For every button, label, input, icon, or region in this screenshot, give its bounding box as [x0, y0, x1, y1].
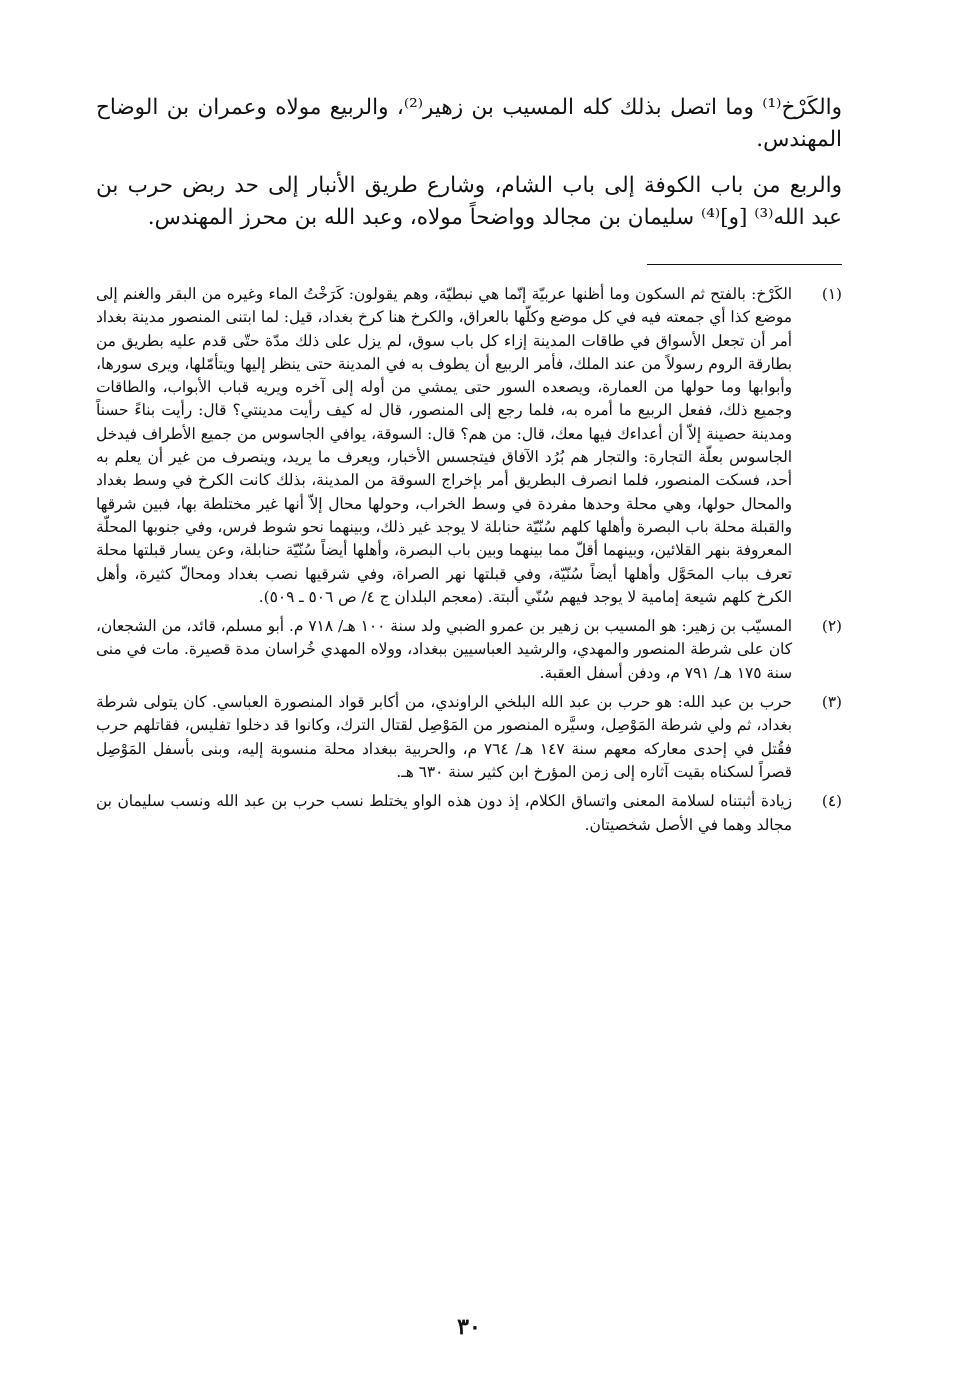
footnote-3 — [96, 691, 842, 784]
footnote-number: (١) — [821, 285, 842, 303]
main-paragraph: والربع من باب الكوفة إلى باب الشام، وشارع طريق الأنبار إلى حد ربض حرب بن عبد الله⁽³⁾ [و]⁽⁴⁾ سليمان بن مجالد وواضحاً مولاه، وعبد الله بن محرز المهندس. — [96, 173, 842, 230]
footnote-text: الكَرْخ: بالفتح ثم السكون وما أظنها عربيّة إنّما هي نبطيّة، وهم يقولون: كَرَخْتُ الماء وغيره من البقر والغنم إلى موضع كذا أي جمعته فيه في كل موضع وكلّها بالعراق، والكرخ هنا كرخ بغداد، قيل: لما ابتنى المنصور مدينة بغداد أمر أن تجعل الأسواق في طاقات المدينة إزاء كل باب سوق، لم يزل على ذلك مدّة حتّى قدم عليه بطريق من بطارقة الروم رسولاً من عند الملك، فأمر الربيع أن يطوف به في المدينة حتى ينظر إليها ويتأمّلها، ويرى سورها، وأبوابها وما حولها من العمارة، ويصعده السور حتى يمشي من أوله إلى آخره ويريه قباب الأبواب، والطاقات وجميع ذلك، ففعل الربيع ما أمره به، فلما رجع إلى المنصور، قال له كيف رأيت مدينتي؟ قال: رأيت بناءً حسناً ومدينة حصينة إلاّ أن أعداءك فيها معك، قال: من هم؟ قال: السوقة، يوافي الجاسوس من جميع الأطراف فيدخل الجاسوس بعلّة التجارة: والتجار هم بُرُد الآفاق فيتجسس الأخبار، ويعرف ما يريد، وينصرف من غير أن يعلم به أحد، فسكت المنصور، فلما انصرف البطريق أمر بإخراج السوقة من المدينة، بذلك كانت الكرخ في وسط بغداد والمحال حولها، وهي محلة وحدها مفردة في وسط الخراب، وحولها محال إلاّ أنها غير مختلطة بها، فبين شرقها والقبلة محلة باب البصرة وأهلها كلهم سُنّيّة حنابلة لا يوجد غير ذلك، وبينهما نحو شوط فرس، وفي جنوبها المحلّة المعروفة بنهر القلائين، وبينهما أقلّ مما بينهما وبين باب البصرة، وأهلها أيضاً سُنّيّة حنابلة، وعن يسار قبلتها محلة تعرف بباب المحَوَّل وأهلها أيضاً سُنّيّة، وفي قبلتها نهر الصراة، وفي شرقيها نصب بغداد ومحالّ كثيرة، وأهل الكرخ كلهم شيعة إمامية لا يوجد فيهم سُنّي ألبتة. (معجم البلدان ج ٤/ ص ٥٠٦ ـ ٥٠٩). — [95, 285, 792, 606]
footnote-number: (٤) — [821, 792, 842, 811]
footnote-number: (٣) — [821, 693, 842, 712]
footnote-4 — [96, 790, 842, 837]
footnote-text: زيادة أثبتناه لسلامة المعنى واتساق الكلام، إذ دون هذه الواو يختلط نسب حرب بن عبد الله ونسب سليمان بن مجالد وهما في الأصل شخصيتان. — [96, 792, 792, 834]
main-paragraph: والكَرْخ⁽¹⁾ وما اتصل بذلك كله المسيب بن زهير⁽²⁾، والربيع مولاه وعمران بن الوضاح المهندس. — [96, 95, 842, 152]
page-number: ٣٠ — [457, 1314, 481, 1340]
footnote-divider — [647, 264, 842, 265]
footnotes — [96, 283, 842, 837]
footnote-text: حرب بن عبد الله: هو حرب بن عبد الله البلخي الراوندي، من أكابر قواد المنصورة العباسي. كان يتولى شرطة بغداد، ثم ولي شرطة المَوْصِل، وسيَّره المنصور من المَوْصِل لقتال الترك، وكانوا قد دخلوا تفليس، فقاتلهم حرب فقُتل في إحدى معاركه معهم سنة ١٤٧ هـ/ ٧٦٤ م، والحربية ببغداد محلة منسوبة إليه، وبنى بأسفل المَوْصِل قصراً لسكناه بقيت آثاره إلى زمن المؤرخ ابن كثير سنة ٦٣٠ هـ. — [96, 693, 792, 781]
footnote-text: المسيّب بن زهير: هو المسيب بن زهير بن عمرو الضبي ولد سنة ١٠٠ هـ/ ٧١٨ م. أبو مسلم، قائد، من الشجعان، كان على شرطة المنصور والمهدي، والرشيد العباسيين ببغداد، وولاه المهدي خُراسان مدة قصيرة. مات في منى سنة ١٧٥ هـ/ ٧٩١ م، ودفن أسفل العقبة. — [96, 617, 792, 682]
footnote-2 — [96, 615, 842, 685]
footnote-1 — [96, 283, 842, 609]
main-text — [96, 92, 842, 234]
footnote-number: (٢) — [821, 617, 842, 636]
book-page — [96, 92, 842, 1382]
